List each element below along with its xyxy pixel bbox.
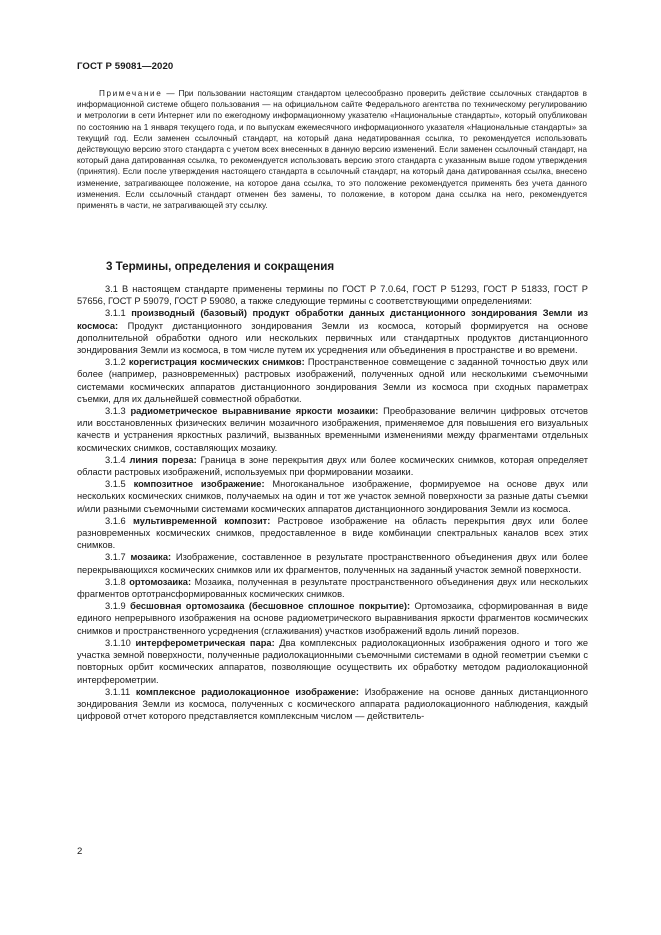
term-definition: Растровое изображение на область перекрытия двух или более разновременных космических снимков, предоставленное в виде комбинации спектральных каналов всех этих снимков. bbox=[77, 515, 588, 551]
term-name: линия пореза: bbox=[129, 454, 197, 465]
term-definition: Преобразование величин цифровых отсчетов или восстановленных физических величин мозаичного изображения, применяемое для повышения его визуальных качеств и устранения яркостных различий, вызванных временными изменениями между фрагментами отдельных космических снимков, составляющих мозаику. bbox=[77, 406, 588, 453]
section-intro: 3.1 В настоящем стандарте применены термины по ГОСТ Р 7.0.64, ГОСТ Р 51293, ГОСТ Р 51833, ГОСТ Р 57656, ГОСТ Р 59079, ГОСТ Р 59080, а также следующие термины с соответствующими определениями: bbox=[77, 284, 588, 307]
term-number: 3.1.2 bbox=[105, 357, 129, 368]
document-header: ГОСТ Р 59081—2020 bbox=[77, 61, 174, 72]
term-entry bbox=[77, 405, 588, 454]
term-name: ортомозаика: bbox=[129, 576, 192, 587]
term-name: мультивременной композит: bbox=[132, 515, 271, 526]
term-name: бесшовная ортомозаика (бесшовное сплошное покрытие): bbox=[130, 601, 411, 612]
term-name: мозаика: bbox=[130, 552, 172, 563]
term-definition: Изображение на основе данных дистанционного зондирования Земли из космоса, полученных с космического аппарата радиолокационного наблюдения, каждый цифровой отчет которого представляется комплексным числом — действитель- bbox=[77, 686, 588, 722]
term-entry bbox=[77, 686, 588, 723]
term-number: 3.1.7 bbox=[105, 552, 131, 563]
term-name: комплексное радиолокационное изображение: bbox=[135, 686, 360, 697]
term-number: 3.1.5 bbox=[105, 479, 134, 490]
term-number: 3.1.4 bbox=[105, 454, 130, 465]
term-entry bbox=[77, 637, 588, 686]
note-text: — При пользовании настоящим стандартом целесообразно проверить действие ссылочных стандартов в информационной системе общего пользования — на официальном сайте Федерального агентства по техническому регулированию и метрологии в сети Интернет или по ежегодному информационному указателю «Национальные стандарты», который опубликован по состоянию на 1 января текущего года, и по выпускам ежемесячного информационного указателя «Национальные стандарты» за текущий год. Если заменен ссылочный стандарт, на который дана недатированная ссылка, то рекомендуется использовать действующую версию этого стандарта с учетом всех внесенных в данную версию изменений. Если заменен ссылочный стандарт, на который дана датированная ссылка, то рекомендуется использовать версию этого стандарта с указанным выше годом утверждения (принятия). Если после утверждения настоящего стандарта в ссылочный стандарт, на который дана датированная ссылка, внесено изменение, затрагивающее положение, на которое дана ссылка, то это положение рекомендуется применять без учета данного изменения. Если ссылочный стандарт отменен без замены, то положение, в котором дана ссылка на него, рекомендуется применять в части, не затрагивающей эту ссылку. bbox=[77, 89, 587, 211]
term-definition: Пространственное совмещение с заданной точностью двух или более (например, разновременных) растровых изображений, полученных одной или несколькими съемочными системами космических аппаратов дистанционного зондирования Земли из космоса при сходных параметрах съемки, для их дальнейшей совместной обработки. bbox=[77, 357, 588, 404]
term-number: 3.1.1 bbox=[105, 308, 132, 319]
term-name: радиометрическое выравнивание яркости мозаики: bbox=[130, 406, 379, 417]
note-label: Примечание bbox=[99, 89, 163, 98]
term-definition: Мозаика, полученная в результате пространственного объединения двух или нескольких фрагментов ортотрансформированных космических снимков. bbox=[77, 576, 588, 600]
note-paragraph bbox=[77, 88, 587, 211]
term-entry bbox=[77, 515, 588, 552]
term-number: 3.1.11 bbox=[105, 686, 136, 697]
reference-note bbox=[77, 88, 587, 211]
term-definition: Граница в зоне перекрытия двух или более космических снимков, которая определяет области растровых изображений, используемых при формировании мозаики. bbox=[77, 454, 588, 478]
term-number: 3.1.10 bbox=[105, 637, 136, 648]
term-entry bbox=[77, 576, 588, 600]
term-entry bbox=[77, 600, 588, 637]
term-definition: Продукт дистанционного зондирования Земли из космоса, который формируется на основе дополнительной обработки одного или нескольких первичных или стандартных продуктов дистанционного зондирования Земли из космоса, в том числе путем их усреднения или объединения в пространстве и во времени. bbox=[77, 320, 588, 356]
term-definition: Многоканальное изображение, формируемое на основе двух или нескольких космических снимков, получаемых на один и тот же участок земной поверхности за разные даты съемки и/или разными съемочными системами космических аппаратов дистанционного зондирования Земли из космоса. bbox=[77, 479, 589, 514]
term-entry bbox=[77, 478, 588, 515]
term-name: корегистрация космических снимков: bbox=[128, 357, 305, 368]
term-name: композитное изображение: bbox=[133, 479, 265, 490]
term-number: 3.1.3 bbox=[105, 406, 131, 417]
term-definition: Ортомозаика, сформированная в виде единого непрерывного изображения на основе радиометрического выравнивания яркости фрагментов космических снимков и пространственного усреднения (сглаживания) участков изображений вдоль линий порезов. bbox=[77, 601, 588, 636]
section-title: 3 Термины, определения и сокращения bbox=[106, 260, 335, 273]
term-definition: Два комплексных радиолокационных изображения одного и того же участка земной поверхности, полученные радиолокационными съемочными системами в одной геометрии съемки с повторных орбит космических аппаратов, позволяющие осуществить их обработку методом радиолокационной интерферометрии. bbox=[77, 637, 588, 685]
term-number: 3.1.9 bbox=[105, 601, 131, 612]
term-number: 3.1.8 bbox=[105, 576, 130, 587]
page-number: 2 bbox=[77, 846, 83, 857]
term-entry bbox=[77, 356, 588, 405]
term-definition: Изображение, составленное в результате пространственного объединения двух или более перекрывающихся космических снимков или их фрагментов, полученных на заданный участок земной поверхности. bbox=[77, 552, 588, 575]
section-body bbox=[77, 283, 588, 722]
term-name: производный (базовый) продукт обработки данных дистанционного зондирования Земли из космоса: bbox=[77, 308, 588, 331]
term-entry bbox=[77, 454, 588, 478]
term-name: интерферометрическая пара: bbox=[135, 637, 275, 648]
term-entry bbox=[77, 551, 588, 575]
term-entry bbox=[77, 307, 588, 356]
term-number: 3.1.6 bbox=[105, 515, 133, 526]
